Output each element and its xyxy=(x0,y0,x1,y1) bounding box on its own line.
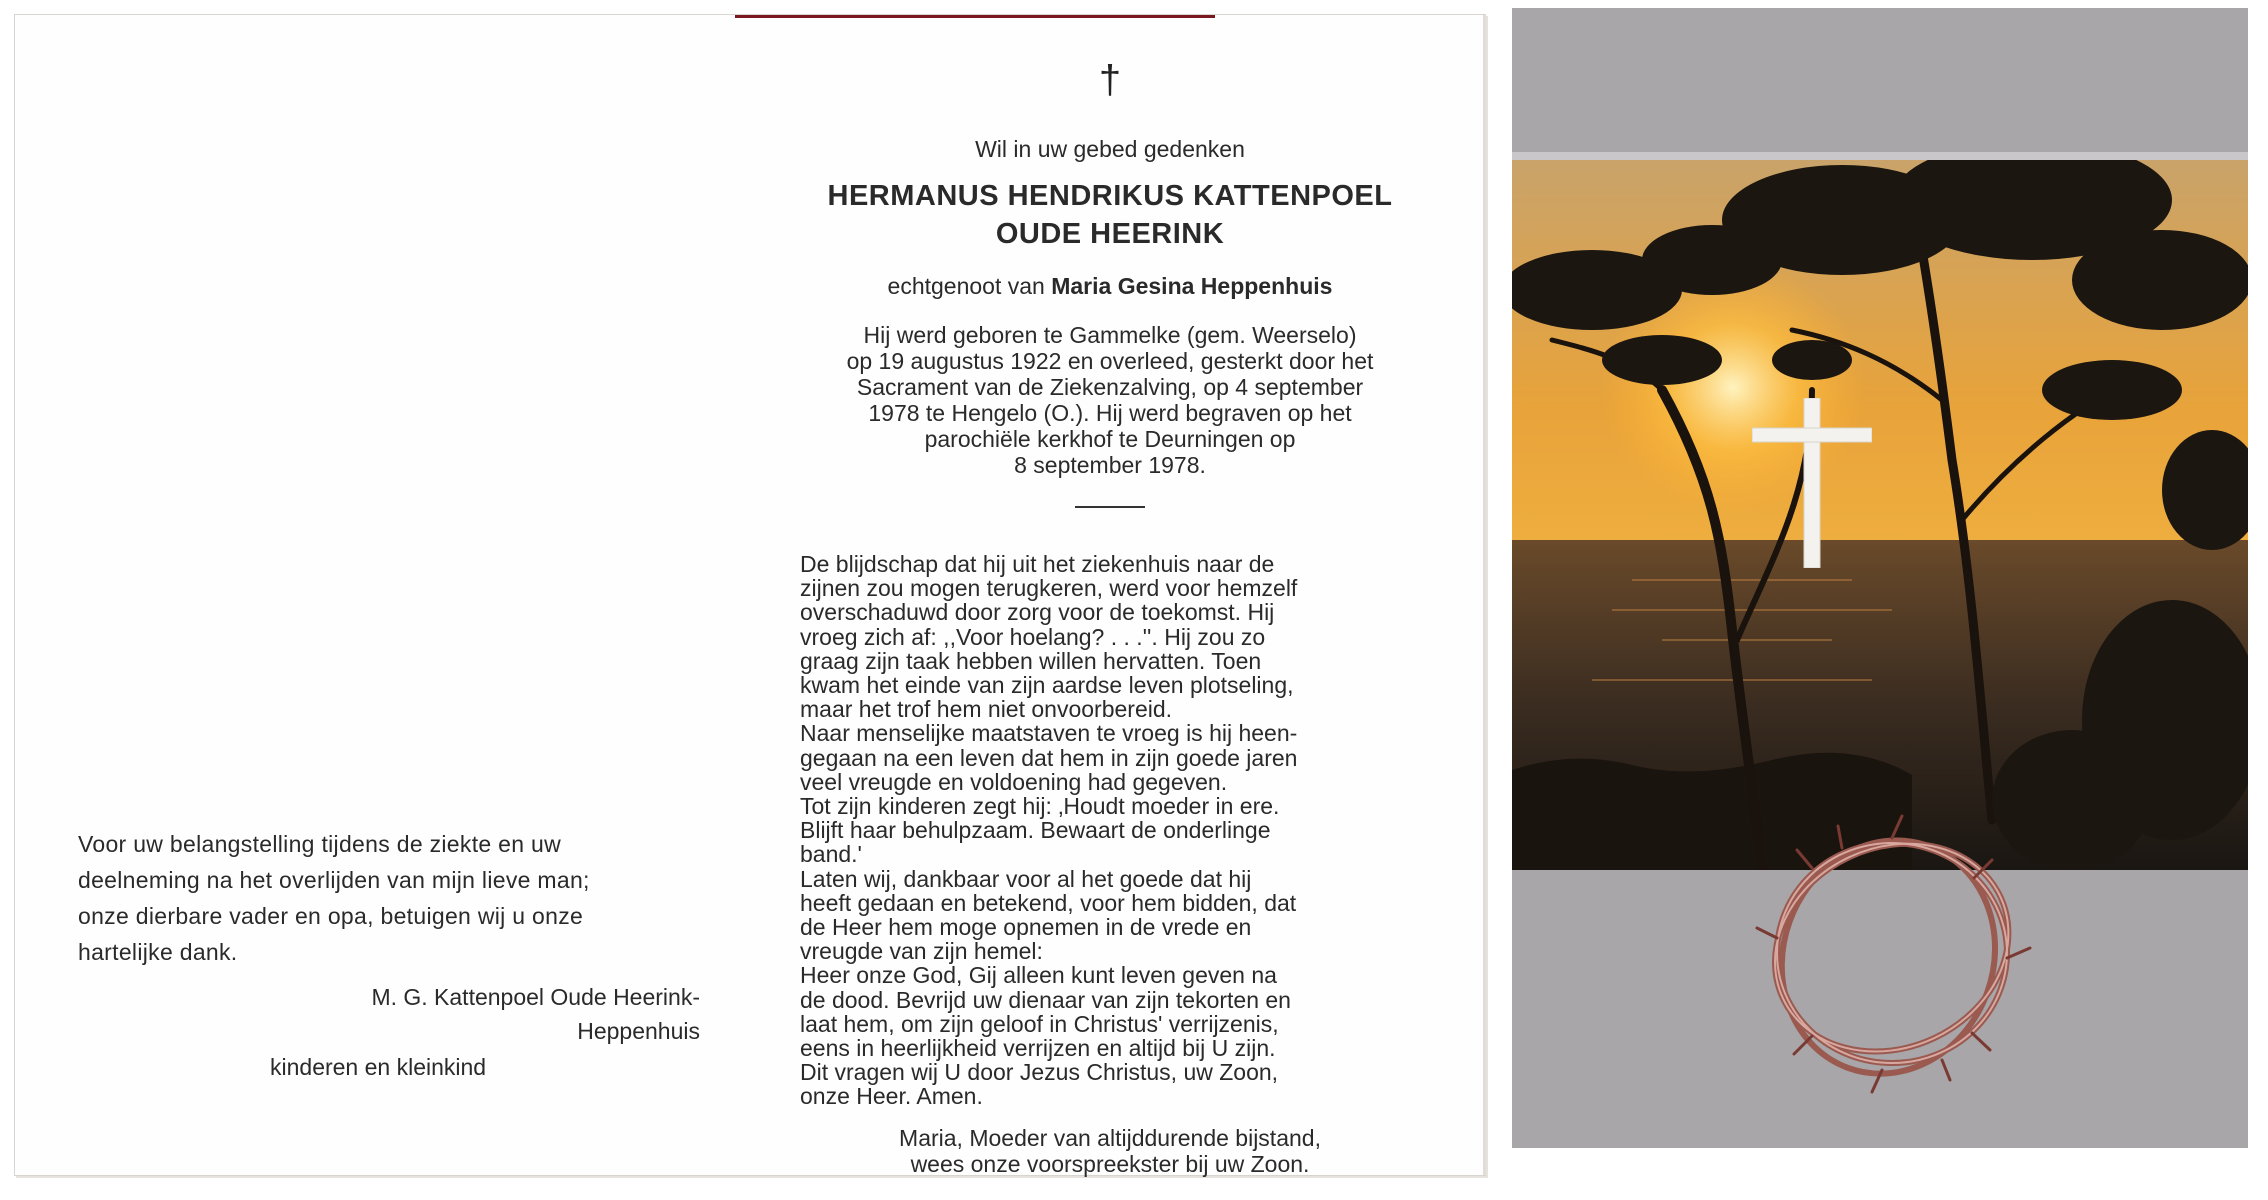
body-line: onze Heer. Amen. xyxy=(800,1083,983,1110)
body-line: veel vreugde en voldoening had gegeven. xyxy=(800,768,1228,795)
intro-text: Wil in uw gebed gedenken xyxy=(975,136,1245,162)
body-line: band.' xyxy=(800,841,862,868)
memorial-card-front xyxy=(1512,8,2248,1148)
thanks-line: onze dierbare vader en opa, betuigen wij u onze xyxy=(78,903,584,929)
spouse-prefix: echtgenoot van xyxy=(887,273,1045,299)
body-line: Naar menselijke maatstaven te vroeg is hij heen- xyxy=(800,720,1298,747)
body-line: graag zijn taak hebben willen hervatten. Toen xyxy=(800,647,1262,674)
sunset-trees-image xyxy=(1512,160,2248,870)
sunset-photo xyxy=(1512,160,2248,870)
body-line: eens in heerlijkheid verrijzen en altijd bij U zijn. xyxy=(800,1035,1276,1062)
bio-line: op 19 augustus 1922 en overleed, gesterkt door het xyxy=(846,348,1374,374)
body-line: overschaduwd door zorg voor de toekomst. Hij xyxy=(800,599,1275,626)
thanks-line: Voor uw belangstelling tijdens de ziekte en uw xyxy=(78,831,562,857)
card-fold-shadow xyxy=(1483,15,1486,1175)
body-line: De blijdschap dat hij uit het ziekenhuis naar de xyxy=(800,551,1275,577)
body-line: Blijft haar behulpzaam. Bewaart de onderlinge xyxy=(800,817,1271,844)
crown-of-thorns-icon xyxy=(1742,808,2042,1098)
card-top-edge xyxy=(735,15,1215,18)
body-line: zijnen zou mogen terugkeren, werd voor hemzelf xyxy=(800,575,1298,602)
body-line: de dood. Bevrijd uw dienaar van zijn tekorten en xyxy=(800,986,1291,1013)
cross-icon: † xyxy=(1098,58,1122,102)
white-cross-icon xyxy=(1752,398,1872,568)
deceased-name xyxy=(800,177,1420,253)
thanks-paragraph xyxy=(78,826,698,970)
closing-prayer xyxy=(800,1125,1420,1177)
prayer-line: wees onze voorspreekster bij uw Zoon. xyxy=(910,1150,1310,1177)
biography xyxy=(800,322,1420,478)
memorial-body xyxy=(800,552,1420,1109)
bio-line: Sacrament van de Ziekenzalving, op 4 september xyxy=(856,374,1364,400)
body-line: maar het trof hem niet onvoorbereid. xyxy=(800,696,1173,723)
body-line: de Heer hem moge opnemen in de vrede en xyxy=(800,914,1252,941)
bio-line: parochiële kerkhof te Deurningen op xyxy=(924,426,1296,452)
signature-family: kinderen en kleinkind xyxy=(270,1054,487,1080)
divider xyxy=(1075,506,1145,508)
spouse-line xyxy=(800,273,1420,300)
body-line: Dit vragen wij U door Jezus Christus, uw Zoon, xyxy=(800,1059,1279,1086)
prayer-line: Maria, Moeder van altijddurende bijstand, xyxy=(899,1124,1321,1151)
thanks-line: deelneming na het overlijden van mijn lieve man; xyxy=(78,867,590,893)
body-line: heeft gedaan en betekend, voor hem bidden, dat xyxy=(800,889,1297,916)
body-line: kwam het einde van zijn aardse leven plotseling, xyxy=(800,672,1294,699)
spouse-name: Maria Gesina Heppenhuis xyxy=(1051,273,1333,299)
bio-line: 8 september 1978. xyxy=(1014,452,1206,478)
bio-line: Hij werd geboren te Gammelke (gem. Weerselo) xyxy=(863,322,1357,348)
signature-line: Heppenhuis xyxy=(577,1018,700,1044)
name-line: OUDE HEERINK xyxy=(995,218,1225,250)
name-line: HERMANUS HENDRIKUS KATTENPOEL xyxy=(827,180,1393,212)
thanks-line: hartelijke dank. xyxy=(78,939,238,965)
body-line: Heer onze God, Gij alleen kunt leven geven na xyxy=(800,962,1277,989)
body-line: gegaan na een leven dat hem in zijn goede jaren xyxy=(800,744,1298,771)
memorial-text-column xyxy=(800,60,1420,1177)
photo-top-border xyxy=(1512,152,2248,160)
body-line: vreugde van zijn hemel: xyxy=(800,938,1043,965)
bio-line: 1978 te Hengelo (O.). Hij werd begraven op het xyxy=(868,400,1352,426)
signature-line: M. G. Kattenpoel Oude Heerink- xyxy=(371,984,700,1010)
body-line: vroeg zich af: ,,Voor hoelang? . . .''. Hij zou zo xyxy=(800,623,1266,650)
body-line: laat hem, om zijn geloof in Christus' verrijzenis, xyxy=(800,1010,1279,1037)
family-signature xyxy=(270,980,700,1084)
body-line: Tot zijn kinderen zegt hij: ‚Houdt moeder in ere. xyxy=(800,793,1280,820)
body-line: Laten wij, dankbaar voor al het goede dat hij xyxy=(800,865,1252,892)
